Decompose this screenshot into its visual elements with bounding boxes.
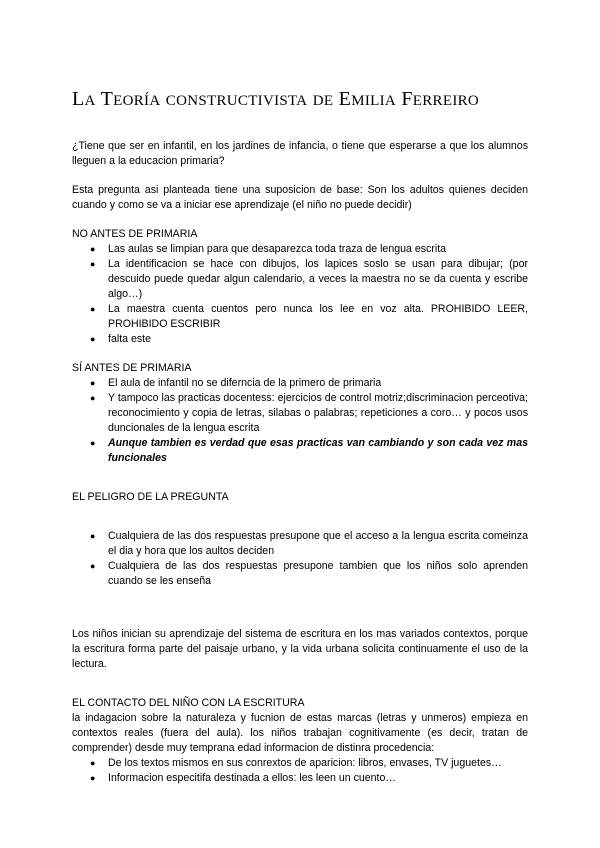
bullet-icon: ● (90, 531, 96, 541)
page-title (72, 86, 528, 114)
bullet-icon: ● (90, 378, 96, 388)
title-cap: F (401, 88, 413, 110)
list-si-antes (72, 376, 528, 466)
list-item-emphasis: ● Aunque tambien es verdad que esas practicas van cambiando y son cada vez mas funcionales (90, 437, 528, 464)
list-contacto (72, 756, 528, 786)
list-item: ● La identificacion se hace con dibujos, los lapices soslo se usan para dibujar; (por descuido puede quedar algun calendario, a veces la maestra no se da cuenta y escribe algo…) (90, 258, 528, 300)
title-cap: E (338, 88, 352, 110)
list-item: ● De los textos mismos en sus conrextos de aparicion: libros, envases, TV juguetes… (90, 757, 502, 769)
contacto-body: la indagacion sobre la naturaleza y fucnion de estas marcas (letras y unmeros) empieza en contextos reales (fuera del aula). los niños trabajan cognitivamente (es decir, tratan de comprender) desde muy temprana edad informacion de distinra procedencia: (72, 712, 528, 754)
list-item: ● Informacion especitifa destinada a ellos: les leen un cuento… (90, 772, 396, 784)
list-item: ● Cualquiera de las dos respuestas presupone tambien que los niños solo aprenden cuando se les enseña (90, 560, 528, 587)
list-item: ● La maestra cuenta cuentos pero nunca los lee en voz alta. PROHIBIDO LEER, PROHIBIDO ESCRIBIR (90, 303, 528, 330)
title-word: EORÍA (113, 93, 161, 109)
list-item: ● Y tampoco las practicas docentess: ejercicios de control motriz;discriminacion perceotiva; reconocimiento y copia de letras, silabas o palabras; repeticiones a coro… y pocos usos duncionales de la lengua escrita (90, 392, 528, 434)
bullet-icon: ● (90, 773, 96, 783)
section-heading-peligro: EL PELIGRO DE LA PREGUNTA (72, 491, 229, 503)
list-peligro (72, 529, 528, 589)
bullet-icon: ● (90, 438, 96, 448)
title-word: A (84, 93, 96, 109)
bullet-icon: ● (90, 259, 96, 269)
title-word: DE (312, 93, 334, 109)
list-item: ● Cualquiera de las dos respuestas presupone que el acceso a la lengua escrita comeinza el dia y hora que los aultos deciden (90, 530, 528, 557)
title-cap: T (100, 88, 114, 110)
section-heading-contacto: EL CONTACTO DEL NIÑO CON LA ESCRITURA (72, 697, 305, 709)
bullet-icon: ● (90, 244, 96, 254)
intro-premise: Esta pregunta asi planteada tiene una suposicion de base: Son los adultos quienes deciden cuando y como se va a iniciar ese aprendizaje (el niño no puede decidir) (72, 184, 528, 211)
section-heading-si-antes: SÍ ANTES DE PRIMARIA (72, 362, 192, 374)
title-word: ERREIRO (412, 93, 480, 109)
document-page (72, 86, 528, 786)
title-cap: L (72, 88, 85, 110)
section-heading-no-antes: NO ANTES DE PRIMARIA (72, 228, 198, 240)
bullet-icon: ● (90, 304, 96, 314)
list-no-antes (72, 242, 528, 347)
bullet-icon: ● (90, 758, 96, 768)
title-word: MILIA (351, 93, 397, 109)
intro-question: ¿Tiene que ser en infantil, en los jardines de infancia, o tiene que esperarse a que los alumnos lleguen a la educacion primaria? (72, 140, 528, 167)
list-item: ● Las aulas se limpian para que desaparezca toda traza de lengua escrita (90, 243, 447, 255)
title-word: CONSTRUCTIVISTA (165, 93, 308, 109)
bullet-icon: ● (90, 561, 96, 571)
bullet-icon: ● (90, 334, 96, 344)
list-item: ● falta este (90, 333, 151, 345)
context-paragraph: Los niños inician su aprendizaje del sistema de escritura en los mas variados contextos, porque la escritura forma parte del paisaje urbano, y la vida urbana solicita continuamente el uso de la lectura. (72, 628, 528, 670)
bullet-icon: ● (90, 393, 96, 403)
list-item: ● El aula de infantil no se diferncia de la primero de primaria (90, 377, 382, 389)
